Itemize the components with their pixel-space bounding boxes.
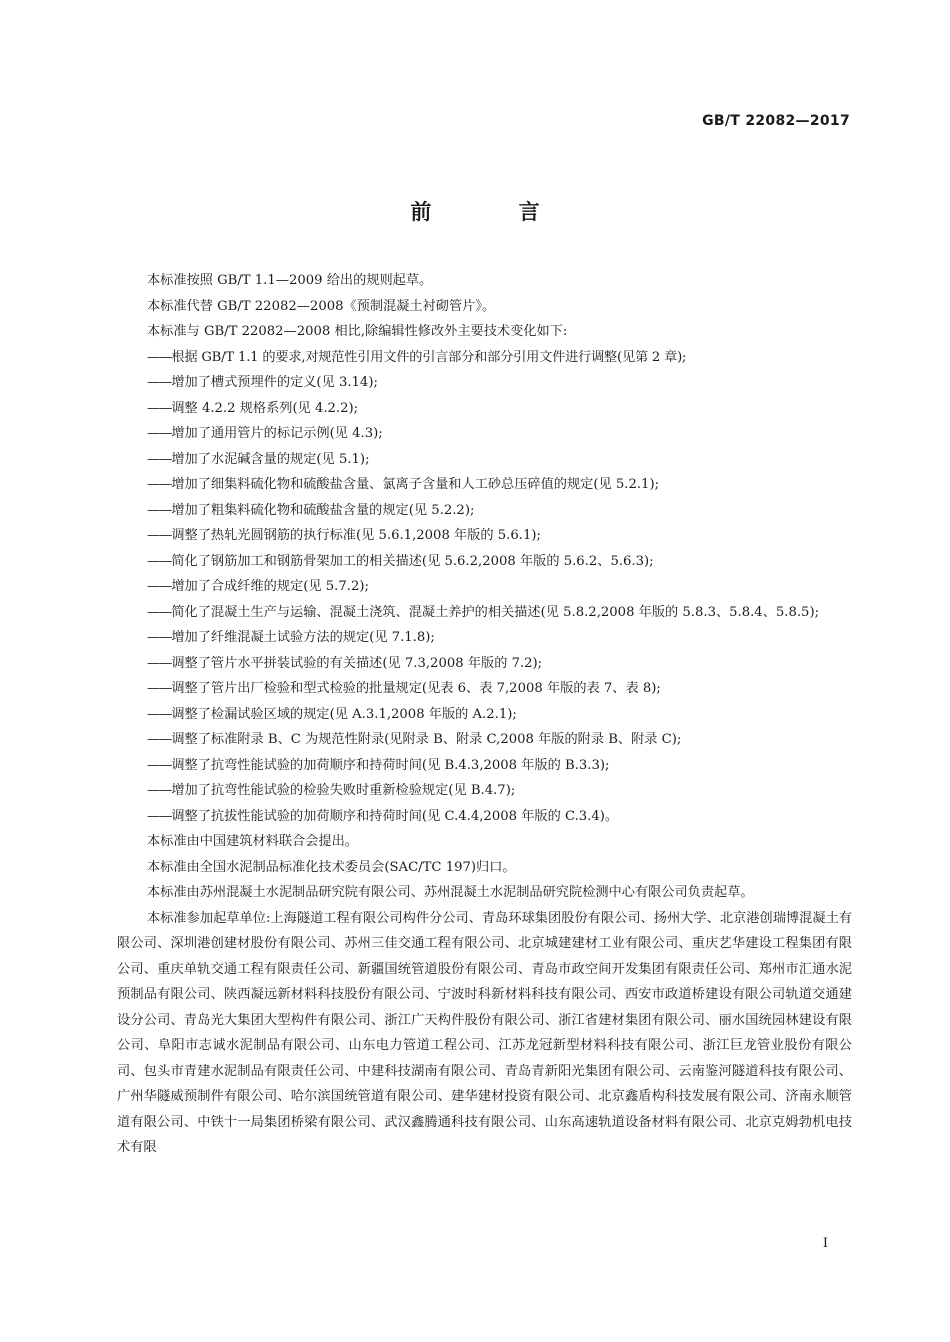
change-item: —— 增加了合成纤维的规定(见 5.7.2); — [147, 574, 852, 600]
change-item: —— 调整了标准附录 B、C 为规范性附录(见附录 B、附录 C,2008 年版的附录 B、附录 C); — [147, 727, 852, 753]
proposed-by-text: 本标准由中国建筑材料联合会提出。 — [147, 834, 358, 849]
page-number: I — [822, 1236, 828, 1251]
intro-line: 本标准与 GB/T 22082—2008 相比,除编辑性修改外主要技术变化如下: — [147, 324, 568, 339]
intro-line: 本标准按照 GB/T 1.1—2009 给出的规则起草。 — [147, 273, 433, 288]
standard-code: GB/T 22082—2017 — [702, 113, 850, 129]
change-item: —— 调整了管片出厂检验和型式检验的批量规定(见表 6、表 7,2008 年版的表 7、表 8); — [147, 676, 852, 702]
change-item: —— 调整了检漏试验区域的规定(见 A.3.1,2008 年版的 A.2.1); — [147, 702, 852, 728]
change-item: —— 增加了通用管片的标记示例(见 4.3); — [147, 421, 852, 447]
change-item: —— 根据 GB/T 1.1 的要求,对规范性引用文件的引言部分和部分引用文件进行调整(见第 2 章); — [147, 345, 852, 371]
change-item: —— 增加了槽式预埋件的定义(见 3.14); — [147, 370, 852, 396]
change-item: —— 调整了管片水平拼装试验的有关描述(见 7.3,2008 年版的 7.2); — [147, 651, 852, 677]
change-item: —— 调整了抗拔性能试验的加荷顺序和持荷时间(见 C.4.4,2008 年版的 C.3.4)。 — [147, 804, 852, 830]
change-item: —— 增加了纤维混凝土试验方法的规定(见 7.1.8); — [147, 625, 852, 651]
change-item: —— 增加了细集料硫化物和硫酸盐含量、氯离子含量和人工砂总压碎值的规定(见 5.2.1); — [147, 472, 852, 498]
change-item: —— 增加了抗弯性能试验的检验失败时重新检验规定(见 B.4.7); — [147, 778, 852, 804]
change-item: —— 简化了混凝土生产与运输、混凝土浇筑、混凝土养护的相关描述(见 5.8.2,2008 年版的 5.8.3、5.8.4、5.8.5); — [147, 600, 850, 626]
foreword-body — [117, 268, 852, 1161]
intro-line: 本标准代替 GB/T 22082—2008《预制混凝土衬砌管片》。 — [147, 298, 496, 314]
drafted-by-text: 本标准由苏州混凝土水泥制品研究院有限公司、苏州混凝土水泥制品研究院检测中心有限公司负责起草。 — [147, 885, 754, 900]
page-title: 前 言 — [410, 200, 580, 224]
change-item: —— 增加了粗集料硫化物和硫酸盐含量的规定(见 5.2.2); — [147, 498, 852, 524]
change-item: —— 调整了热轧光圆钢筋的执行标准(见 5.6.1,2008 年版的 5.6.1); — [147, 523, 852, 549]
change-item: —— 简化了钢筋加工和钢筋骨架加工的相关描述(见 5.6.2,2008 年版的 5.6.2、5.6.3); — [147, 549, 852, 575]
managed-by-text: 本标准由全国水泥制品标准化技术委员会(SAC/TC 197)归口。 — [147, 859, 516, 875]
participants-text: 本标准参加起草单位:上海隧道工程有限公司构件分公司、青岛环球集团股份有限公司、扬州大学、北京港创瑞博混凝土有限公司、深圳港创建材股份有限公司、苏州三佳交通工程有限公司、北京城建建材工业有限公司、重庆艺华建设工程集团有限公司、重庆单轨交通工程有限责任公司、新疆国统管道股份有限公司、青岛市政空间开发集团有限责任公司、郑州市汇通水泥预制品有限公司、陕西凝远新材料科技股份有限公司、宁波时科新材料科技有限公司、西安市政道桥建设有限公司轨道交通建设分公司、青岛光大集团大型构件有限公司、浙江广天构件股份有限公司、浙江省建材集团有限公司、丽水国统园林建设有限公司、阜阳市志诚水泥制品有限公司、山东电力管道工程公司、江苏龙冠新型材料科技有限公司、浙江巨龙管业股份有限公司、包头市青建水泥制品有限责任公司、中建科技湖南有限公司、青岛青新阳光集团有限公司、云南鉴河隧道科技有限公司、广州华隧威预制件有限公司、哈尔滨国统管道有限公司、建华建材投资有限公司、北京鑫盾构科技发展有限公司、济南永顺管道有限公司、中铁十一局集团桥梁有限公司、武汉鑫腾通科技有限公司、山东高速轨道设备材料有限公司、北京克姆勃机电技术有限 — [117, 910, 852, 1155]
change-item: —— 增加了水泥碱含量的规定(见 5.1); — [147, 447, 852, 473]
change-item: —— 调整了抗弯性能试验的加荷顺序和持荷时间(见 B.4.3,2008 年版的 B.3.3); — [147, 753, 852, 779]
change-item: —— 调整 4.2.2 规格系列(见 4.2.2); — [147, 396, 852, 422]
